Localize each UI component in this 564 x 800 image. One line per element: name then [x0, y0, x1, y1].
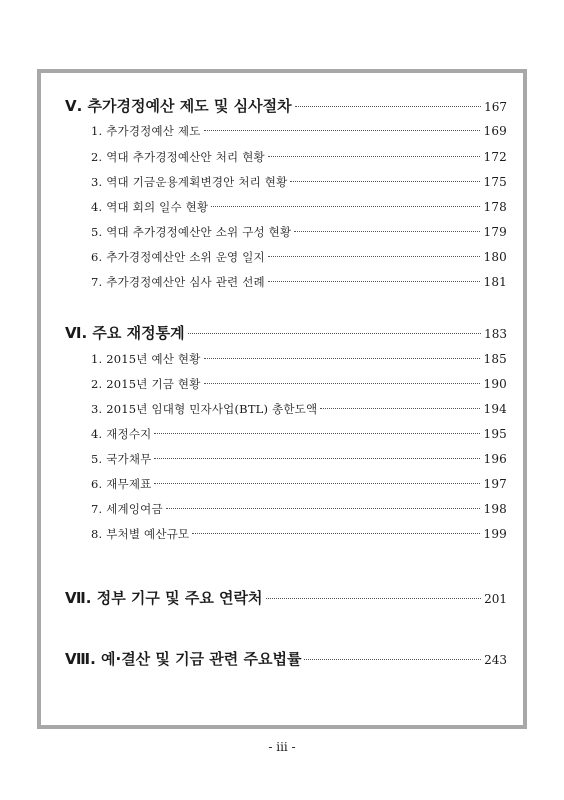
- toc-item[interactable]: [91, 501, 507, 517]
- dot-leader: [295, 106, 482, 107]
- toc-item[interactable]: [91, 174, 507, 190]
- toc-item[interactable]: [91, 249, 507, 265]
- toc-item-title: 3. 역대 기금운용계획변경안 처리 현황: [91, 175, 288, 189]
- toc-item-title: 5. 역대 추가경정예산안 소위 구성 현황: [91, 225, 292, 239]
- toc-page-number: 169: [483, 124, 507, 138]
- toc-page-number: 181: [483, 275, 507, 289]
- toc-page-number: 199: [483, 527, 507, 541]
- dot-leader: [320, 408, 480, 409]
- toc-item[interactable]: [91, 426, 507, 442]
- toc-page-number: 180: [483, 250, 507, 264]
- dot-leader: [266, 598, 482, 599]
- dot-leader: [154, 483, 480, 484]
- dot-leader: [304, 659, 481, 660]
- page-footer-number: - iii -: [268, 740, 296, 754]
- toc-page-number: 190: [483, 377, 507, 391]
- toc-page-number: 197: [483, 477, 507, 491]
- toc-page-number: 167: [484, 100, 507, 114]
- toc-page-number: 194: [483, 402, 507, 416]
- toc-item[interactable]: [91, 199, 507, 215]
- toc-chapter-title: Ⅴ. 추가경정예산 제도 및 심사절차: [65, 97, 292, 115]
- toc-page-number: 179: [483, 225, 507, 239]
- dot-leader: [166, 508, 481, 509]
- toc-chapter-6[interactable]: [65, 322, 507, 343]
- toc-chapter-7[interactable]: [65, 587, 507, 608]
- toc-item[interactable]: [91, 401, 507, 417]
- toc-page-number: 172: [483, 150, 507, 164]
- toc-item[interactable]: [91, 149, 507, 165]
- toc-item-title: 2. 2015년 기금 현황: [91, 377, 201, 391]
- dot-leader: [294, 231, 480, 232]
- toc-chapter-5[interactable]: [65, 95, 507, 116]
- toc-item[interactable]: [91, 476, 507, 492]
- toc-page-number: 196: [483, 452, 507, 466]
- dot-leader: [290, 181, 480, 182]
- dot-leader: [268, 156, 481, 157]
- toc-item-title: 6. 재무제표: [91, 477, 152, 491]
- toc-page-number: 243: [484, 653, 507, 667]
- toc-item[interactable]: [91, 224, 507, 240]
- toc-item-title: 4. 재정수지: [91, 427, 152, 441]
- dot-leader: [268, 281, 481, 282]
- toc-page-number: 195: [483, 427, 507, 441]
- toc-chapter-8[interactable]: [65, 648, 507, 669]
- toc-page-number: 178: [483, 200, 507, 214]
- toc-page-number: 201: [484, 592, 507, 606]
- toc-chapter-title: Ⅵ. 주요 재정통계: [65, 324, 185, 342]
- toc-item-title: 8. 부처별 예산규모: [91, 527, 190, 541]
- toc-item-title: 2. 역대 추가경정예산안 처리 현황: [91, 150, 265, 164]
- toc-item-title: 1. 추가경정예산 제도: [91, 124, 201, 138]
- dot-leader: [192, 533, 480, 534]
- toc-page-number: 198: [483, 502, 507, 516]
- toc-chapter-title: Ⅶ. 정부 기구 및 주요 연락처: [65, 589, 263, 607]
- toc-item[interactable]: [91, 376, 507, 392]
- toc-item-title: 7. 세계잉여금: [91, 502, 163, 516]
- toc-page-number: 175: [483, 175, 507, 189]
- dot-leader: [188, 333, 482, 334]
- toc-item[interactable]: [91, 351, 507, 367]
- dot-leader: [204, 383, 481, 384]
- dot-leader: [154, 458, 480, 459]
- toc-item-title: 1. 2015년 예산 현황: [91, 352, 201, 366]
- dot-leader: [268, 256, 481, 257]
- toc-item-title: 3. 2015년 임대형 민자사업(BTL) 총한도액: [91, 402, 318, 416]
- toc-item-title: 4. 역대 회의 일수 현황: [91, 200, 209, 214]
- dot-leader: [211, 206, 480, 207]
- toc-page-number: 185: [483, 352, 507, 366]
- dot-leader: [204, 358, 481, 359]
- toc-item[interactable]: [91, 526, 507, 542]
- toc-frame: [37, 69, 527, 729]
- toc-item-title: 6. 추가경정예산안 소위 운영 일지: [91, 250, 265, 264]
- toc-item[interactable]: [91, 123, 507, 139]
- dot-leader: [154, 433, 480, 434]
- toc-item-title: 5. 국가채무: [91, 452, 152, 466]
- toc-chapter-title: Ⅷ. 예·결산 및 기금 관련 주요법률: [65, 650, 302, 668]
- toc-item[interactable]: [91, 451, 507, 467]
- toc-item-title: 7. 추가경정예산안 심사 관련 선례: [91, 275, 265, 289]
- toc-item[interactable]: [91, 274, 507, 290]
- toc-page-number: 183: [484, 327, 507, 341]
- dot-leader: [204, 130, 481, 131]
